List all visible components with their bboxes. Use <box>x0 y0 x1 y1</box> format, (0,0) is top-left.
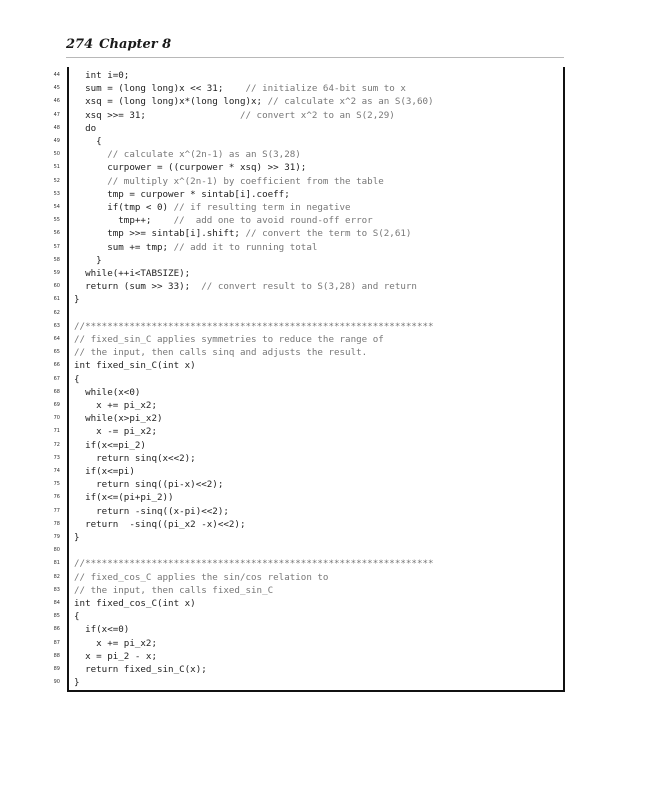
line-number: 82 <box>53 573 60 580</box>
code-line <box>74 399 157 412</box>
code-line <box>74 214 373 227</box>
code-text: while(x<0) <box>74 386 141 398</box>
code-line <box>74 663 207 676</box>
code-line <box>74 333 384 346</box>
code-text: if(x<=0) <box>74 624 130 636</box>
line-number: 68 <box>53 388 60 395</box>
code-line <box>74 412 163 425</box>
code-line <box>74 439 146 452</box>
code-line <box>74 571 328 584</box>
code-text: { <box>74 611 80 623</box>
code-line <box>74 241 317 254</box>
code-text: return sinq((pi-x)<<2); <box>74 479 224 491</box>
code-line <box>74 227 411 240</box>
code-text: { <box>74 373 80 385</box>
line-number: 73 <box>53 454 60 461</box>
code-line <box>74 135 102 148</box>
code-text: } <box>74 532 80 543</box>
line-number: 50 <box>53 151 60 158</box>
code-line <box>74 359 196 372</box>
code-comment: //*************************************************************** <box>74 558 434 570</box>
line-number: 48 <box>53 124 60 131</box>
code-line <box>74 373 80 386</box>
code-comment: // convert the term to S(2,61) <box>245 228 412 240</box>
line-number: 65 <box>53 349 60 356</box>
line-number: 49 <box>53 138 60 144</box>
code-comment: // initialize 64-bit sum to x <box>245 83 406 95</box>
code-line <box>74 610 80 623</box>
code-line <box>74 386 140 399</box>
code-text: return -sinq((pi_x2 -x)<<2); <box>74 518 246 530</box>
line-number: 72 <box>53 441 60 448</box>
line-number: 71 <box>53 428 60 435</box>
code-comment: // fixed_sin_C applies symmetries to reduce the range of <box>74 334 384 345</box>
code-comment: // calculate x^2 as an S(3,60) <box>267 96 434 108</box>
code-text: { <box>74 136 102 147</box>
code-line <box>74 557 434 570</box>
code-text: if(tmp < 0) <box>74 202 174 213</box>
line-number: 56 <box>53 230 60 237</box>
code-line <box>74 254 102 267</box>
code-text: xsq >>= 31; <box>74 109 240 121</box>
line-number: 90 <box>53 679 60 686</box>
code-text: sum = (long long)x << 31; <box>74 83 246 95</box>
code-line <box>74 280 417 293</box>
line-number: 55 <box>53 217 60 224</box>
code-line <box>74 95 434 108</box>
code-comment: // calculate x^(2n-1) as an S(3,28) <box>107 149 301 161</box>
code-text <box>74 176 107 187</box>
code-text: } <box>74 254 102 266</box>
code-line <box>74 505 229 518</box>
line-number: 67 <box>53 375 60 382</box>
code-line <box>74 320 434 333</box>
code-line <box>74 478 223 491</box>
line-number: 79 <box>53 534 60 540</box>
code-text: tmp++; <box>74 215 174 227</box>
code-text: return fixed_sin_C(x); <box>74 664 207 675</box>
code-text: while(++i<TABSIZE); <box>74 268 191 279</box>
code-text: } <box>74 677 80 689</box>
line-number: 76 <box>53 494 60 501</box>
code-line <box>74 623 129 636</box>
code-line <box>74 676 80 689</box>
code-text: x += pi_x2; <box>74 637 157 649</box>
line-number: 63 <box>53 322 60 329</box>
code-comment: // multiply x^(2n-1) by coefficient from the table <box>107 175 384 187</box>
line-number: 59 <box>53 270 60 276</box>
code-text: tmp >>= sintab[i].shift; <box>74 228 246 240</box>
page-number: 274 <box>66 37 94 52</box>
line-number: 51 <box>53 164 60 171</box>
code-line <box>74 465 135 478</box>
line-number: 83 <box>53 586 60 593</box>
code-comment: // the input, then calls sinq and adjusts the result. <box>74 347 368 359</box>
code-comment: // if resulting term in negative <box>173 202 351 213</box>
line-number: 46 <box>53 98 60 105</box>
code-comment: // fixed_cos_C applies the sin/cos relation to <box>74 571 329 583</box>
code-line <box>74 597 196 610</box>
code-line <box>74 346 367 359</box>
line-number: 86 <box>53 626 60 633</box>
code-line <box>74 82 406 95</box>
code-line <box>74 122 96 135</box>
code-text: if(x<=pi) <box>74 466 135 477</box>
line-number: 78 <box>53 520 60 527</box>
code-text: do <box>74 122 97 134</box>
code-line <box>74 109 395 122</box>
code-comment: // convert x^2 to an S(2,29) <box>239 109 395 121</box>
code-text: x += pi_x2; <box>74 400 157 411</box>
line-number: 44 <box>53 72 60 78</box>
line-number: 61 <box>53 296 60 303</box>
line-number: 54 <box>53 204 60 210</box>
line-number: 77 <box>53 507 60 514</box>
code-line <box>74 425 157 438</box>
code-comment: // the input, then calls fixed_sin_C <box>74 584 274 596</box>
header-rule <box>66 57 564 58</box>
code-comment: //*************************************************************** <box>74 320 434 332</box>
code-line <box>74 267 190 280</box>
chapter-title: Chapter 8 <box>99 37 172 52</box>
code-text: return sinq(x<<2); <box>74 452 196 464</box>
line-number: 89 <box>53 666 60 672</box>
code-line <box>74 69 129 82</box>
code-text: return (sum >> 33); <box>74 281 202 293</box>
code-text: if(x<=(pi+pi_2)) <box>74 492 174 504</box>
code-text: while(x>pi_x2) <box>74 413 163 425</box>
code-comment: // add one to avoid round-off error <box>173 215 373 227</box>
code-line <box>74 188 290 201</box>
code-text: int fixed_cos_C(int x) <box>74 598 196 609</box>
line-number: 53 <box>53 190 60 197</box>
line-number: 58 <box>53 256 60 263</box>
line-number: 66 <box>53 362 60 369</box>
line-number: 62 <box>53 309 60 316</box>
line-number: 45 <box>53 85 60 92</box>
code-line <box>74 452 196 465</box>
code-text: if(x<=pi_2) <box>74 439 146 451</box>
line-number: 80 <box>53 547 60 554</box>
code-text: int i=0; <box>74 70 130 81</box>
code-line <box>74 637 157 650</box>
code-line <box>74 650 157 663</box>
code-line <box>74 201 351 214</box>
code-text: tmp = curpower * sintab[i].coeff; <box>74 188 290 200</box>
code-line <box>74 175 384 188</box>
line-number: 85 <box>53 613 60 620</box>
line-number: 52 <box>53 177 60 184</box>
line-number: 47 <box>53 111 60 118</box>
code-comment: // add it to running total <box>173 241 318 253</box>
code-line <box>74 531 80 544</box>
line-number: 88 <box>53 652 60 659</box>
code-text: curpower = ((curpower * xsq) >> 31); <box>74 162 307 174</box>
line-number: 57 <box>53 243 60 250</box>
line-number: 87 <box>53 639 60 646</box>
code-text: } <box>74 294 80 306</box>
page-header <box>66 37 171 52</box>
line-number: 69 <box>53 402 60 408</box>
code-line <box>74 518 245 531</box>
code-line <box>74 293 80 306</box>
code-text: int fixed_sin_C(int x) <box>74 360 196 372</box>
line-number: 81 <box>53 560 60 567</box>
line-number: 60 <box>53 283 60 290</box>
code-text: sum += tmp; <box>74 241 174 253</box>
line-number: 84 <box>53 600 60 606</box>
code-text: x = pi_2 - x; <box>74 650 157 662</box>
line-number: 64 <box>53 336 60 342</box>
code-comment: // convert result to S(3,28) and return <box>201 281 417 293</box>
code-line <box>74 584 273 597</box>
code-line <box>74 491 174 504</box>
line-number: 74 <box>53 468 60 474</box>
code-text: return -sinq((x-pi)<<2); <box>74 505 229 517</box>
code-text: xsq = (long long)x*(long long)x; <box>74 96 268 108</box>
code-text <box>74 149 107 160</box>
line-number: 70 <box>53 415 60 422</box>
code-line <box>74 161 306 174</box>
code-text: x -= pi_x2; <box>74 426 157 438</box>
code-line <box>74 148 301 161</box>
line-number: 75 <box>53 481 60 488</box>
